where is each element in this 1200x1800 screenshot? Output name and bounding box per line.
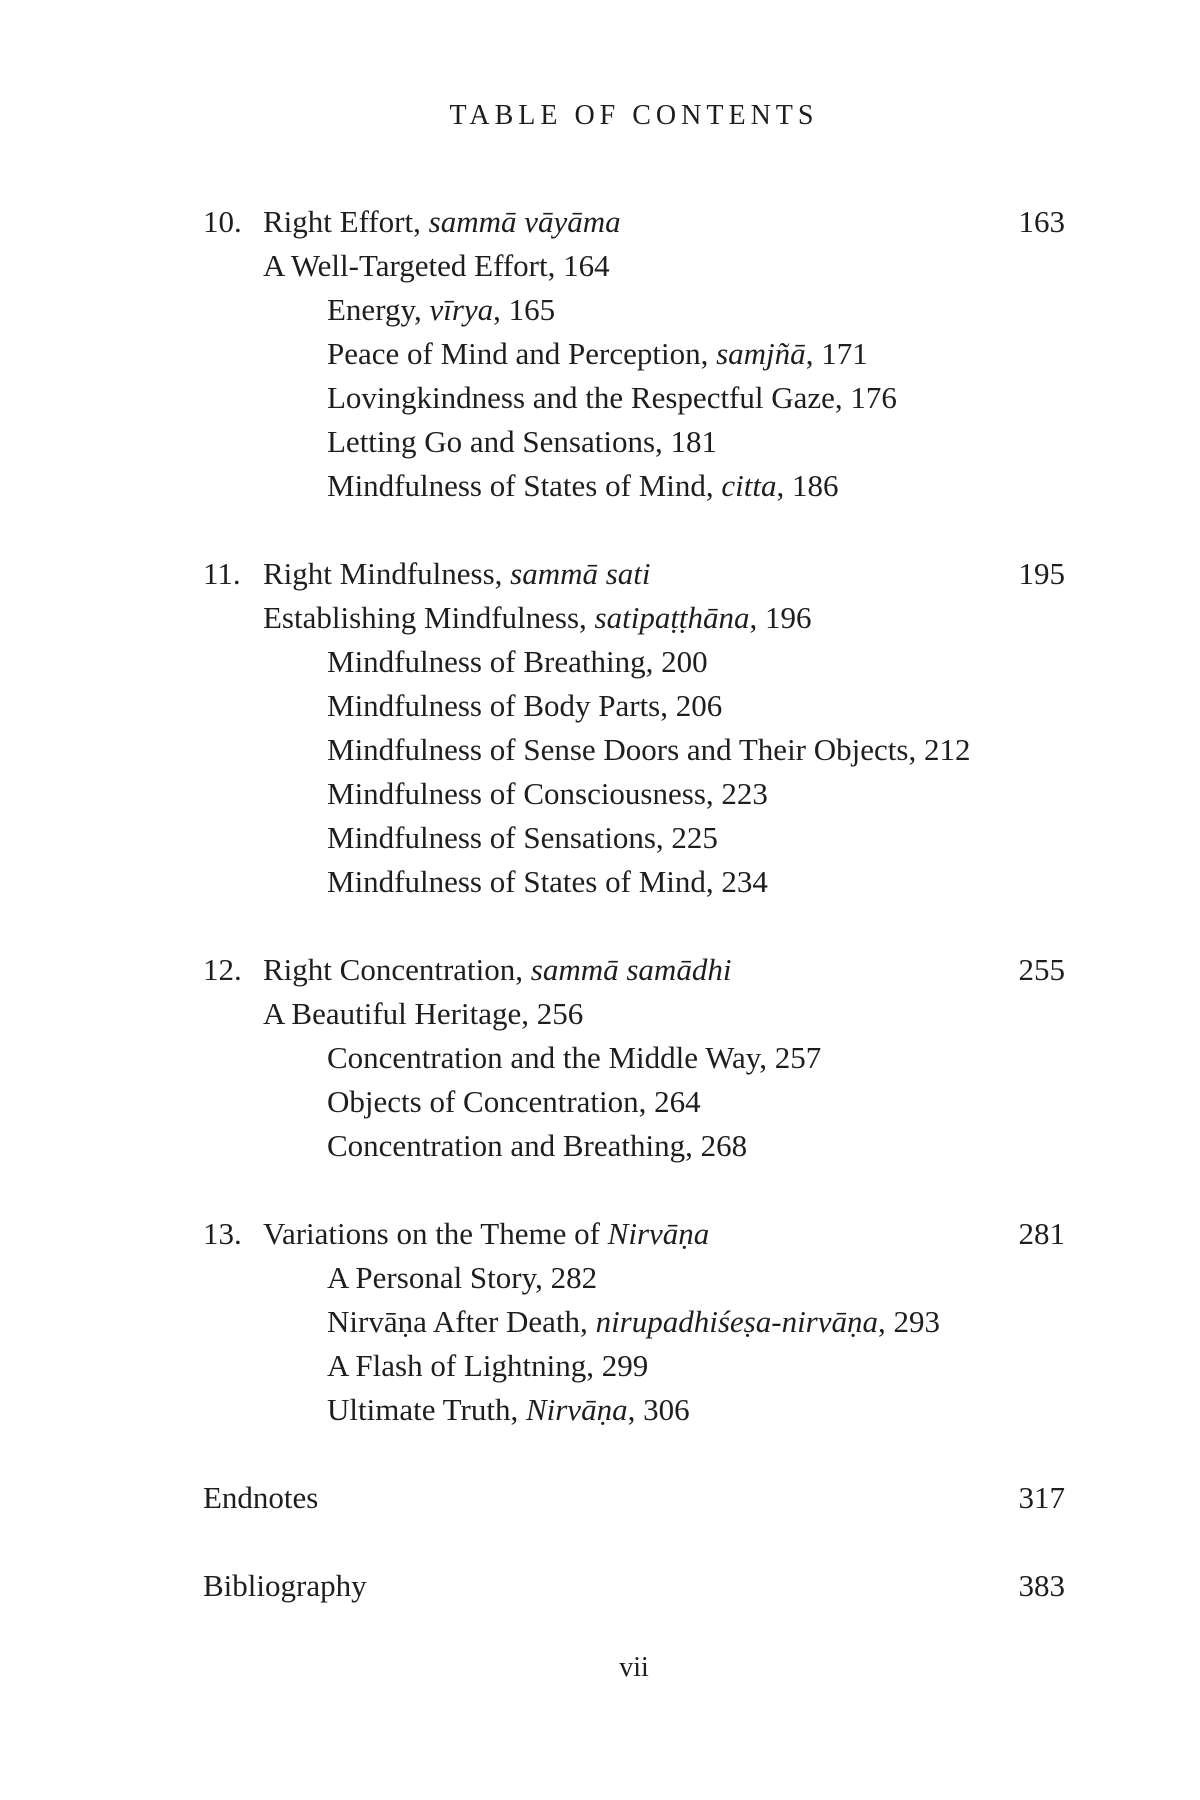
chapter-block [203, 1212, 1065, 1432]
italic-term: samjñā [716, 336, 806, 371]
toc-entry [203, 816, 1065, 860]
text-run: Variations on the Theme of [263, 1216, 608, 1251]
chapter-number: 11. [203, 556, 241, 591]
toc-entry [203, 1036, 1065, 1080]
text-run: A Personal Story, 282 [327, 1260, 598, 1295]
text-run: , 196 [749, 600, 812, 635]
toc-entry [203, 684, 1065, 728]
chapter-page-number: 195 [1018, 556, 1065, 591]
text-run: Right Mindfulness, [263, 556, 511, 591]
chapter-block [203, 948, 1065, 1168]
toc-entry [203, 1388, 1065, 1432]
text-run: Concentration and the Middle Way, 257 [327, 1040, 822, 1075]
chapter-block [203, 200, 1065, 508]
italic-term: nirupadhiśeṣa-nirvāṇa [595, 1304, 878, 1339]
chapter-page-number: 255 [1018, 952, 1065, 987]
back-matter-label: Bibliography [203, 1568, 367, 1603]
back-matter-row [203, 1476, 1065, 1520]
text-run: Establishing Mindfulness, [263, 600, 595, 635]
page-title: TABLE OF CONTENTS [449, 100, 819, 131]
text-run: A Well-Targeted Effort, 164 [263, 248, 610, 283]
chapter-title [263, 200, 1019, 244]
chapter-title [263, 948, 1019, 992]
text-run: Right Concentration, [263, 952, 531, 987]
toc-entry [203, 464, 1065, 508]
text-run: Mindfulness of Consciousness, 223 [327, 776, 768, 811]
text-run: Letting Go and Sensations, 181 [327, 424, 718, 459]
text-run: , 293 [878, 1304, 940, 1339]
text-run: Ultimate Truth, [327, 1392, 526, 1427]
text-run: , 171 [805, 336, 868, 371]
text-run: Mindfulness of States of Mind, [327, 468, 722, 503]
toc-entry [203, 640, 1065, 684]
chapter-page-number: 281 [1018, 1216, 1065, 1251]
toc-entry [203, 1344, 1065, 1388]
text-run: Objects of Concentration, 264 [327, 1084, 701, 1119]
chapter-page-number: 163 [1018, 204, 1065, 239]
page-number-footer: vii [619, 1652, 649, 1683]
toc-entry [203, 1256, 1065, 1300]
toc-entry [203, 1300, 1065, 1344]
chapter-title-row [203, 948, 1065, 992]
text-run: Right Effort, [263, 204, 429, 239]
chapter-title-row [203, 1212, 1065, 1256]
italic-term: citta [721, 468, 777, 503]
italic-term: sammā samādhi [530, 952, 732, 987]
italic-term: vīrya [429, 292, 494, 327]
text-run: Mindfulness of Sensations, 225 [327, 820, 718, 855]
text-run: Energy, [327, 292, 430, 327]
italic-term: sammā vāyāma [428, 204, 621, 239]
text-run: Lovingkindness and the Respectful Gaze, 176 [327, 380, 897, 415]
toc-entry [203, 772, 1065, 816]
text-run: Mindfulness of Sense Doors and Their Objects, 212 [327, 732, 971, 767]
text-run: , 186 [776, 468, 839, 503]
toc-entry [203, 728, 1065, 772]
text-run: A Flash of Lightning, 299 [327, 1348, 649, 1383]
chapter-title [263, 552, 1019, 596]
chapter-title-row [203, 552, 1065, 596]
text-run: , 165 [493, 292, 556, 327]
toc-entry [203, 1124, 1065, 1168]
text-run: Nirvāṇa After Death, [327, 1304, 596, 1339]
toc-entry [203, 376, 1065, 420]
chapter-number: 10. [203, 204, 242, 239]
text-run: Mindfulness of Breathing, 200 [327, 644, 708, 679]
chapter-number: 13. [203, 1216, 242, 1251]
italic-term: Nirvāṇa [607, 1216, 710, 1251]
text-run: , 306 [627, 1392, 690, 1427]
back-matter-label: Endnotes [203, 1480, 319, 1515]
toc-entry [203, 992, 1065, 1036]
text-run: A Beautiful Heritage, 256 [263, 996, 584, 1031]
toc-entry [203, 332, 1065, 376]
back-matter-page-number: 383 [1018, 1568, 1065, 1603]
back-matter-row [203, 1564, 1065, 1608]
toc-entry [203, 244, 1065, 288]
italic-term: satipaṭṭhāna [594, 600, 750, 635]
text-run: Mindfulness of Body Parts, 206 [327, 688, 723, 723]
chapter-number: 12. [203, 952, 242, 987]
text-run: Mindfulness of States of Mind, 234 [327, 864, 768, 899]
toc-entry [203, 860, 1065, 904]
toc-list [203, 200, 1065, 1652]
toc-entry [203, 596, 1065, 640]
toc-entry [203, 420, 1065, 464]
text-run: Concentration and Breathing, 268 [327, 1128, 748, 1163]
text-run: Peace of Mind and Perception, [327, 336, 717, 371]
chapter-title [263, 1212, 1019, 1256]
italic-term: Nirvāṇa [525, 1392, 628, 1427]
chapter-block [203, 552, 1065, 904]
italic-term: sammā sati [510, 556, 651, 591]
toc-entry [203, 1080, 1065, 1124]
toc-entry [203, 288, 1065, 332]
chapter-title-row [203, 200, 1065, 244]
back-matter-page-number: 317 [1018, 1480, 1065, 1515]
